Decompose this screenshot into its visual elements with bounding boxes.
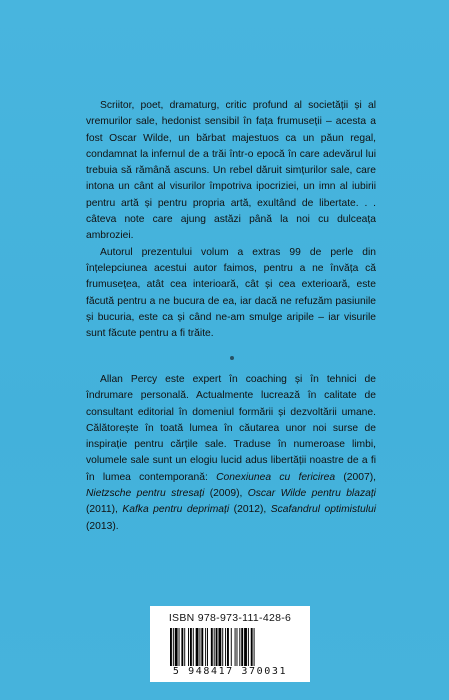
- book-title-2: Nietzsche pentru stresați: [86, 488, 205, 500]
- book-year-1: (2007),: [335, 471, 376, 483]
- description-paragraph-2: Autorul prezentului volum a extras 99 de perle din înțelepciunea acestui autor faimos, pentru a ne învăța că frumusețea, atât cea interioară, cât și cea exterioară, este făcută pentru a ne bucura de ea, iar dacă ne refuzăm pasiunile și bucuria, este ca și când ne-am smulge aripile – iar visurile sunt făcute pentru a fi trăite.: [86, 246, 376, 340]
- book-year-3: (2011),: [86, 504, 123, 516]
- separator-dot: [230, 356, 234, 360]
- barcode-bar: [184, 628, 185, 666]
- barcode-bar: [205, 628, 206, 666]
- isbn-label: ISBN 978-973-111-428-6: [168, 612, 292, 624]
- barcode-bar: [214, 628, 215, 666]
- barcode-bar: [211, 628, 213, 666]
- barcode-bar: [181, 628, 183, 666]
- barcode-bar: [196, 628, 199, 666]
- barcode-bar: [248, 628, 249, 666]
- barcode-bar: [251, 628, 253, 666]
- barcode-bar: [207, 628, 208, 666]
- barcode-number: 5 948417 370031: [172, 666, 288, 677]
- book-title-3: Oscar Wilde pentru blazați: [247, 488, 376, 500]
- barcode-bar: [227, 628, 229, 666]
- barcode-bar: [170, 628, 172, 666]
- barcode-bar: [218, 628, 221, 666]
- barcode-bar: [235, 628, 236, 666]
- book-title-1: Conexiunea cu fericirea: [216, 471, 336, 483]
- barcode-bar: [188, 628, 189, 666]
- barcode-bar: [179, 628, 180, 666]
- barcode-bar: [175, 628, 178, 666]
- barcode-bar: [222, 628, 223, 666]
- book-year-2: (2009),: [204, 488, 248, 500]
- barcode-bar: [244, 628, 247, 666]
- barcode-bar: [241, 628, 243, 666]
- barcode-bar: [237, 628, 238, 666]
- author-bio: [86, 372, 376, 535]
- barcode-icon: [170, 628, 294, 666]
- book-title-5: Scafandrul optimistului: [270, 504, 376, 516]
- description-paragraph-1: Scriitor, poet, dramaturg, critic profund al societății și al vremurilor sale, hedonist sensibil în fața frumuseții – acesta a fost Oscar Wilde, un bărbat majestuos ca un păun regal, condamnat la infernul de a trăi într-o epocă în care adevărul lui trebuia să rămână ascuns. Un rebel dăruit simțurilor sale, care intona un cânt al visurilor împotriva ipocriziei, un imn al iubirii pentru artă și pentru propria artă, exultând de libertate. . . câteva note care ajung astăzi până la noi cu dulceața ambroziei.: [86, 100, 376, 242]
- barcode-bar: [216, 628, 218, 666]
- barcode-bar: [173, 628, 174, 666]
- barcode-bar: [225, 628, 226, 666]
- barcode-bar: [254, 628, 255, 666]
- barcode-bar: [193, 628, 194, 666]
- barcode-bar: [239, 628, 240, 666]
- barcode-bar: [190, 628, 192, 666]
- book-year-4: (2012),: [229, 504, 271, 516]
- author-bio-paragraph: [86, 372, 376, 535]
- barcode-bar: [231, 628, 232, 666]
- author-bio-intro: Allan Percy este expert în coaching și în tehnici de îndrumare personală. Actualmente lucrează în calitate de consultant editorial în domeniul formării și dezvoltării umane. Călătorește în toată lumea în căutarea unor noi surse de inspirație pentru cărțile sale. Traduse în numeroase limbi, volumele sale sunt un elogiu lucid adus libertății noastre de a fi în lumea contemporană:: [86, 374, 376, 483]
- book-year-5: (2013).: [86, 520, 119, 532]
- isbn-barcode-panel: [150, 606, 310, 682]
- barcode-bar: [201, 628, 203, 666]
- book-description: [86, 98, 376, 342]
- book-title-4: Kafka pentru deprimați: [122, 504, 230, 516]
- barcode-bar: [199, 628, 200, 666]
